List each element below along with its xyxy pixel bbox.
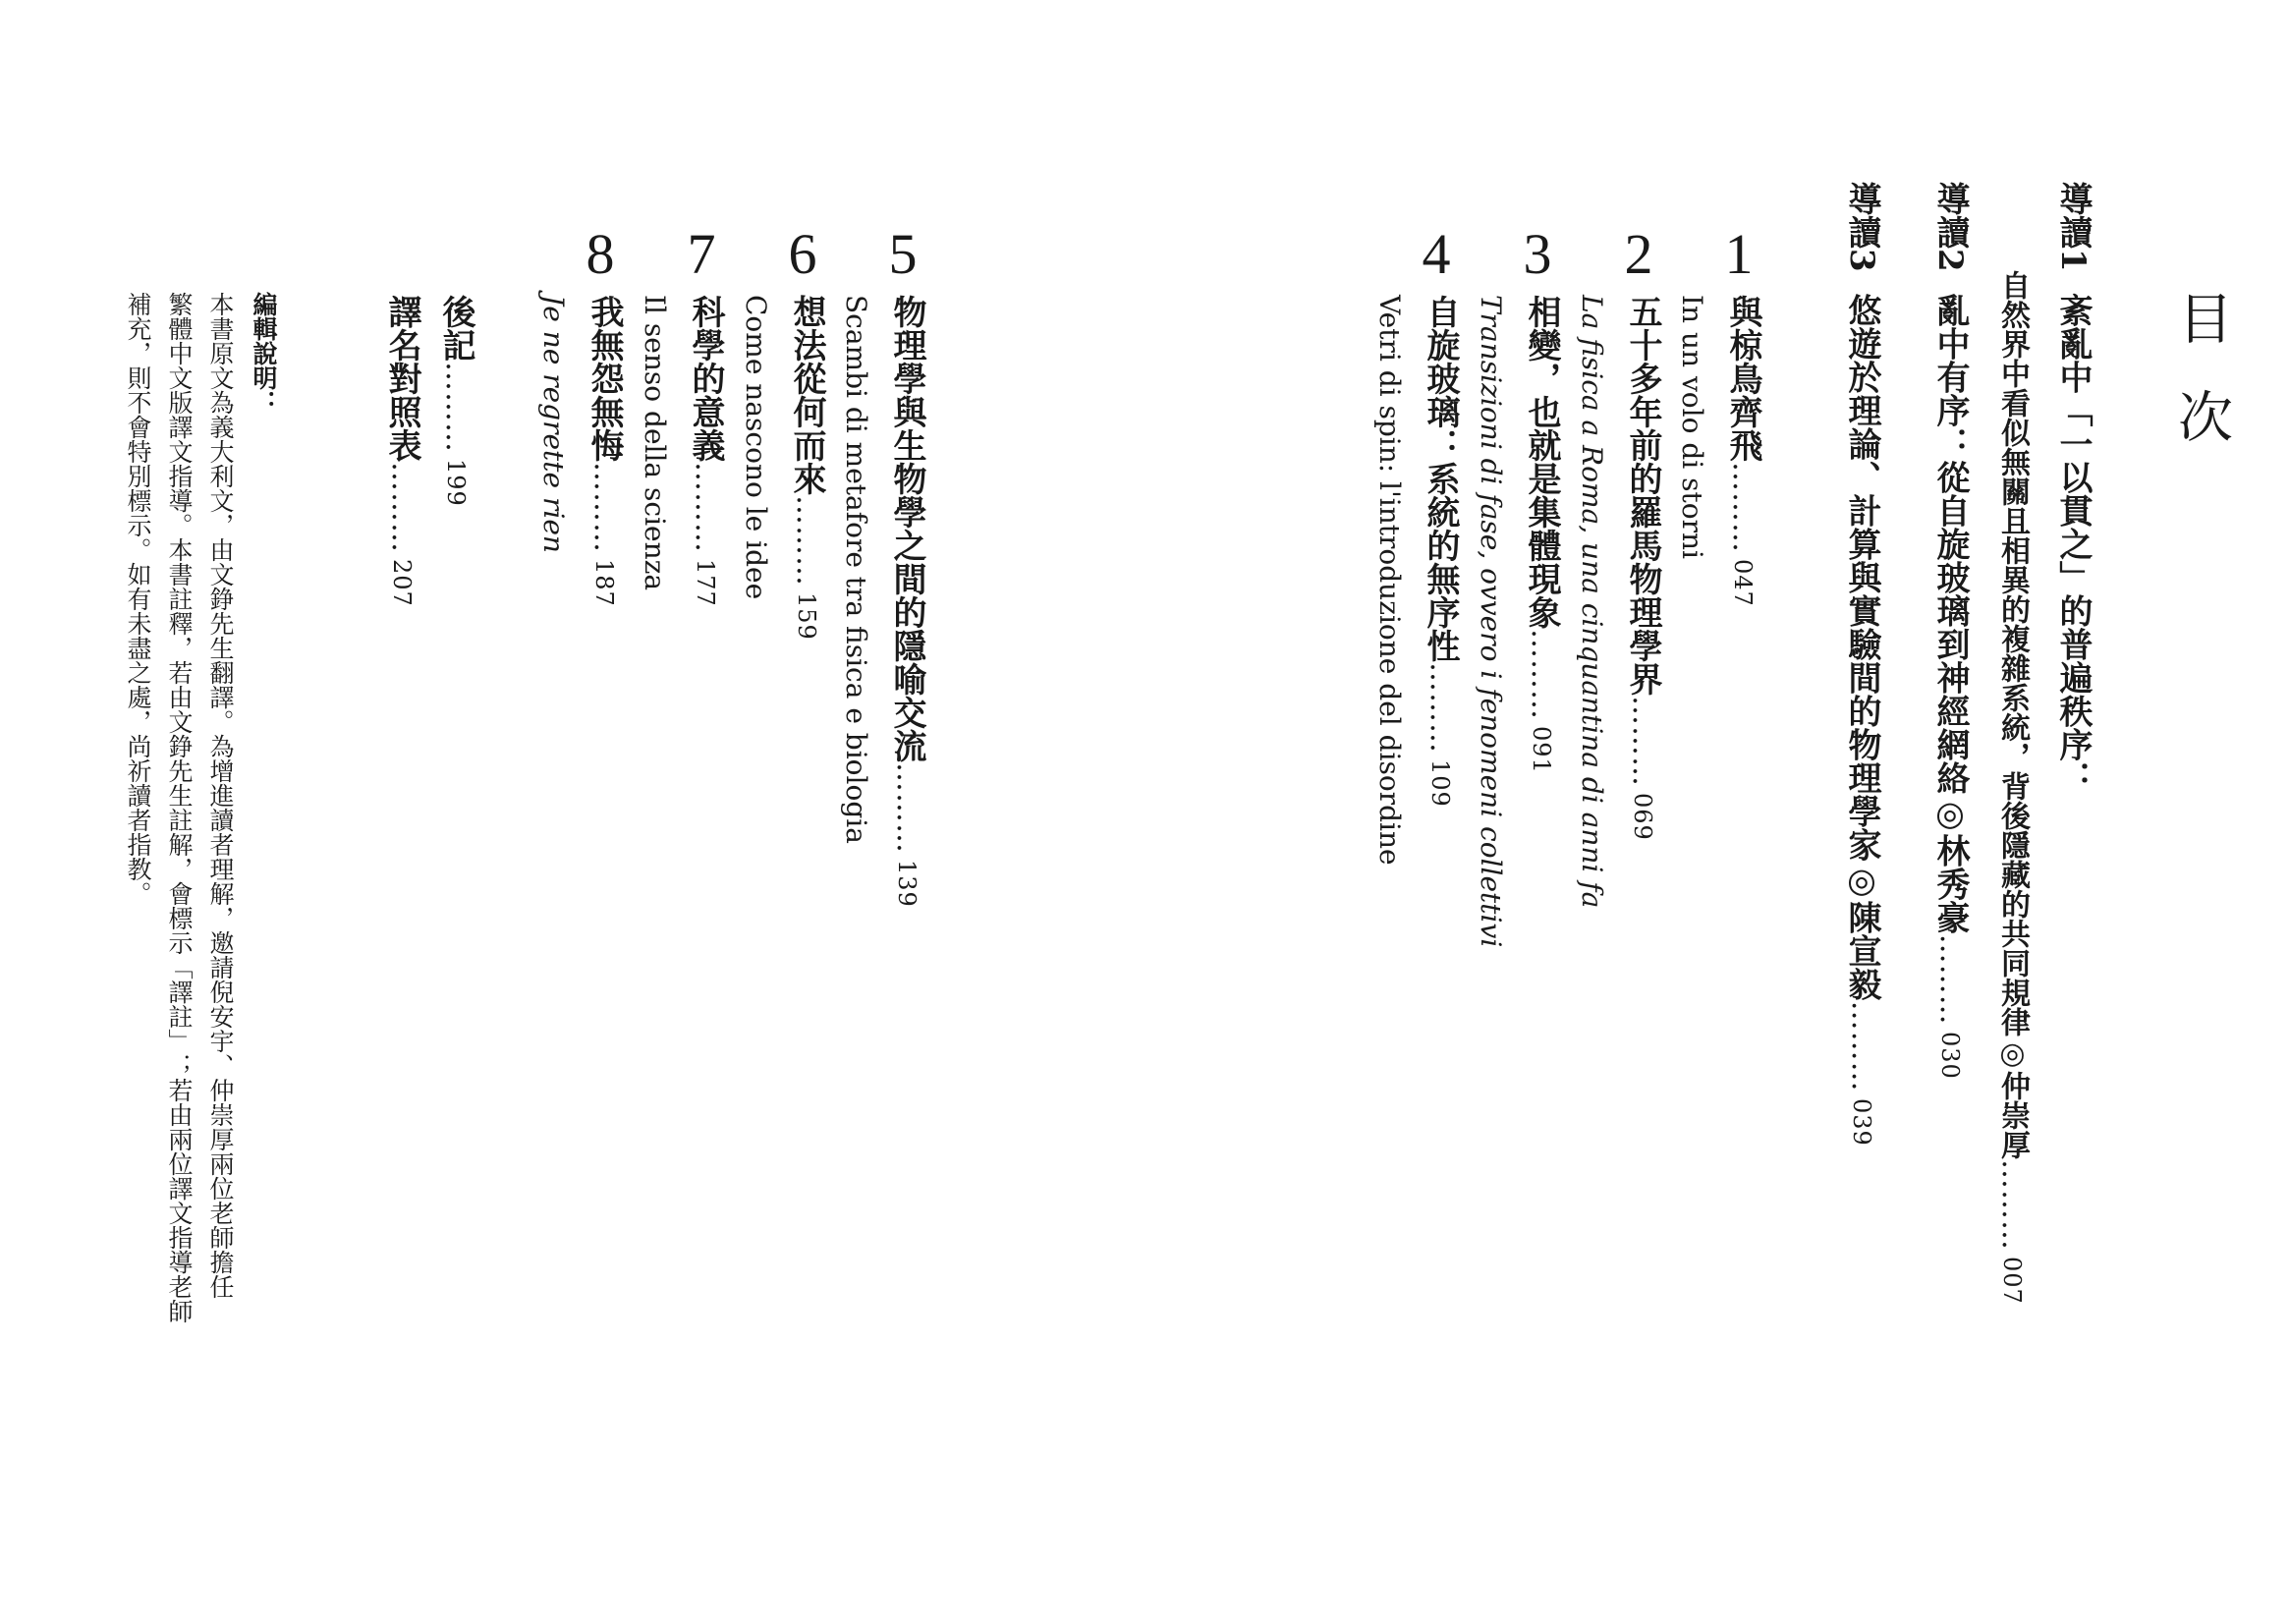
chapter-3-title: 相變，也就是集體現象 [1522,295,1561,629]
chapter-1-title: 與椋鳥齊飛 [1723,295,1762,462]
chapter-3-title-column [1518,295,1566,774]
afterword-title: 後記 [436,295,475,362]
editor-note-line-2: 繁體中文版譯文指導。本書註釋，若由文錚先生註解，會標示「譯註」；若由兩位譯文指導老師 [165,292,194,1323]
chapter-2-subtitle: La fisica a Roma, una cinquantina di anni fa [1576,295,1608,909]
intro-2-label: 導讀2 [1930,182,1970,272]
chapter-6-title-column [783,295,831,641]
chapter-6-leader: ……… [790,495,824,587]
intro-2-page: 030 [1936,1031,1964,1080]
intro-2-leader: ……… [1933,933,1968,1026]
chapter-7-title-column [682,295,730,607]
glossary-page: 207 [388,559,416,607]
chapter-5-leader: ……… [890,762,924,854]
chapter-2-page: 069 [1629,793,1656,841]
chapter-2-number: 2 [1624,222,1653,286]
chapter-7-number: 7 [687,222,716,286]
chapter-2-title-column [1619,295,1667,841]
chapter-8-number: 8 [586,222,615,286]
chapter-4-title-column [1417,295,1465,808]
chapter-4-leader: ……… [1424,662,1458,754]
glossary-title: 譯名對照表 [382,295,421,462]
intro-3-page: 039 [1848,1097,1875,1147]
intro-2-title: 亂中有序：從自旋玻璃到神經網絡◎林秀豪 [1930,293,1970,934]
chapter-6-page: 159 [793,592,820,641]
intro-3-label: 導讀3 [1842,182,1881,272]
chapter-1-page: 047 [1729,559,1757,607]
editor-note-heading: 編輯說明： [250,292,278,415]
intro-1-subtitle-column [1990,270,2034,1305]
intro-1-page: 007 [1998,1257,2026,1305]
chapter-4-subtitle: Vetri di spin: l'introduzione del disordine [1373,295,1406,866]
chapter-2-leader: ……… [1626,696,1660,787]
chapter-4-title: 自旋玻璃：系統的無序性 [1421,295,1460,662]
chapter-8-subtitle: Je ne regrette rien [537,295,570,553]
chapter-2-title: 五十多年前的羅馬物理學界 [1623,295,1662,696]
chapter-8-title-column [581,295,629,607]
page-title: 目次 [2169,290,2233,486]
chapter-4-number: 4 [1422,222,1451,286]
chapter-3-number: 3 [1523,222,1552,286]
chapter-6-number: 6 [788,222,817,286]
glossary-column [378,295,426,607]
intro-1-leader: ……… [1995,1159,2030,1251]
intro-1-label: 導讀1 [2053,182,2093,272]
chapter-8-title: 我無怨無悔 [585,295,624,462]
editor-note-line-3: 補充，則不會特別標示。如有未盡之處，尚祈讀者指教。 [124,292,152,906]
afterword-column [432,295,480,507]
chapter-5-number: 5 [888,222,918,286]
chapter-6-subtitle: Come nascono le idee [740,295,772,600]
chapter-1-leader: ……… [1726,462,1760,553]
chapter-5-page: 139 [893,860,921,908]
chapter-8-page: 187 [590,559,618,607]
afterword-leader: ……… [439,362,474,453]
chapter-7-page: 177 [692,559,719,607]
editor-note-line-1: 本書原文為義大利文，由文錚先生翻譯。為增進讀者理解，邀請倪安宇、仲崇厚兩位老師擔任 [206,292,235,1299]
glossary-leader: ……… [385,462,419,553]
chapter-1-subtitle: In un volo di storni [1676,295,1708,559]
chapter-7-title: 科學的意義 [686,295,725,462]
chapter-3-leader: ……… [1525,629,1559,720]
chapter-5-title-column [883,295,931,908]
chapter-1-number: 1 [1724,222,1754,286]
chapter-8-leader: ……… [587,462,622,553]
intro-1-title: 紊亂中「一以貫之」的普遍秩序： [2053,293,2093,795]
intro-1-title-column [2049,182,2097,795]
chapter-3-subtitle: Transizioni di fase, ovvero i fenomeni collettivi [1475,295,1507,948]
intro-2-column [1926,182,1975,1079]
chapter-5-title: 物理學與生物學之間的隱喻交流 [887,295,926,762]
chapter-6-title: 想法從何而來 [787,295,826,495]
chapter-7-subtitle: Il senso della scienza [639,295,671,591]
chapter-5-subtitle: Scambi di metafore tra fisica e biologia [840,295,872,844]
intro-1-subtitle: 自然界中看似無關且相異的複雜系統，背後隱藏的共同規律◎仲崇厚 [1995,270,2030,1159]
intro-3-title: 悠遊於理論、計算與實驗間的物理學家◎陳宣毅 [1842,293,1881,1001]
chapter-3-page: 091 [1528,726,1555,774]
intro-3-leader: ……… [1845,1000,1879,1092]
chapter-4-page: 109 [1426,759,1454,808]
chapter-1-title-column [1719,295,1767,607]
chapter-7-leader: ……… [689,462,723,553]
intro-3-column [1838,182,1886,1146]
afterword-page: 199 [442,459,470,507]
